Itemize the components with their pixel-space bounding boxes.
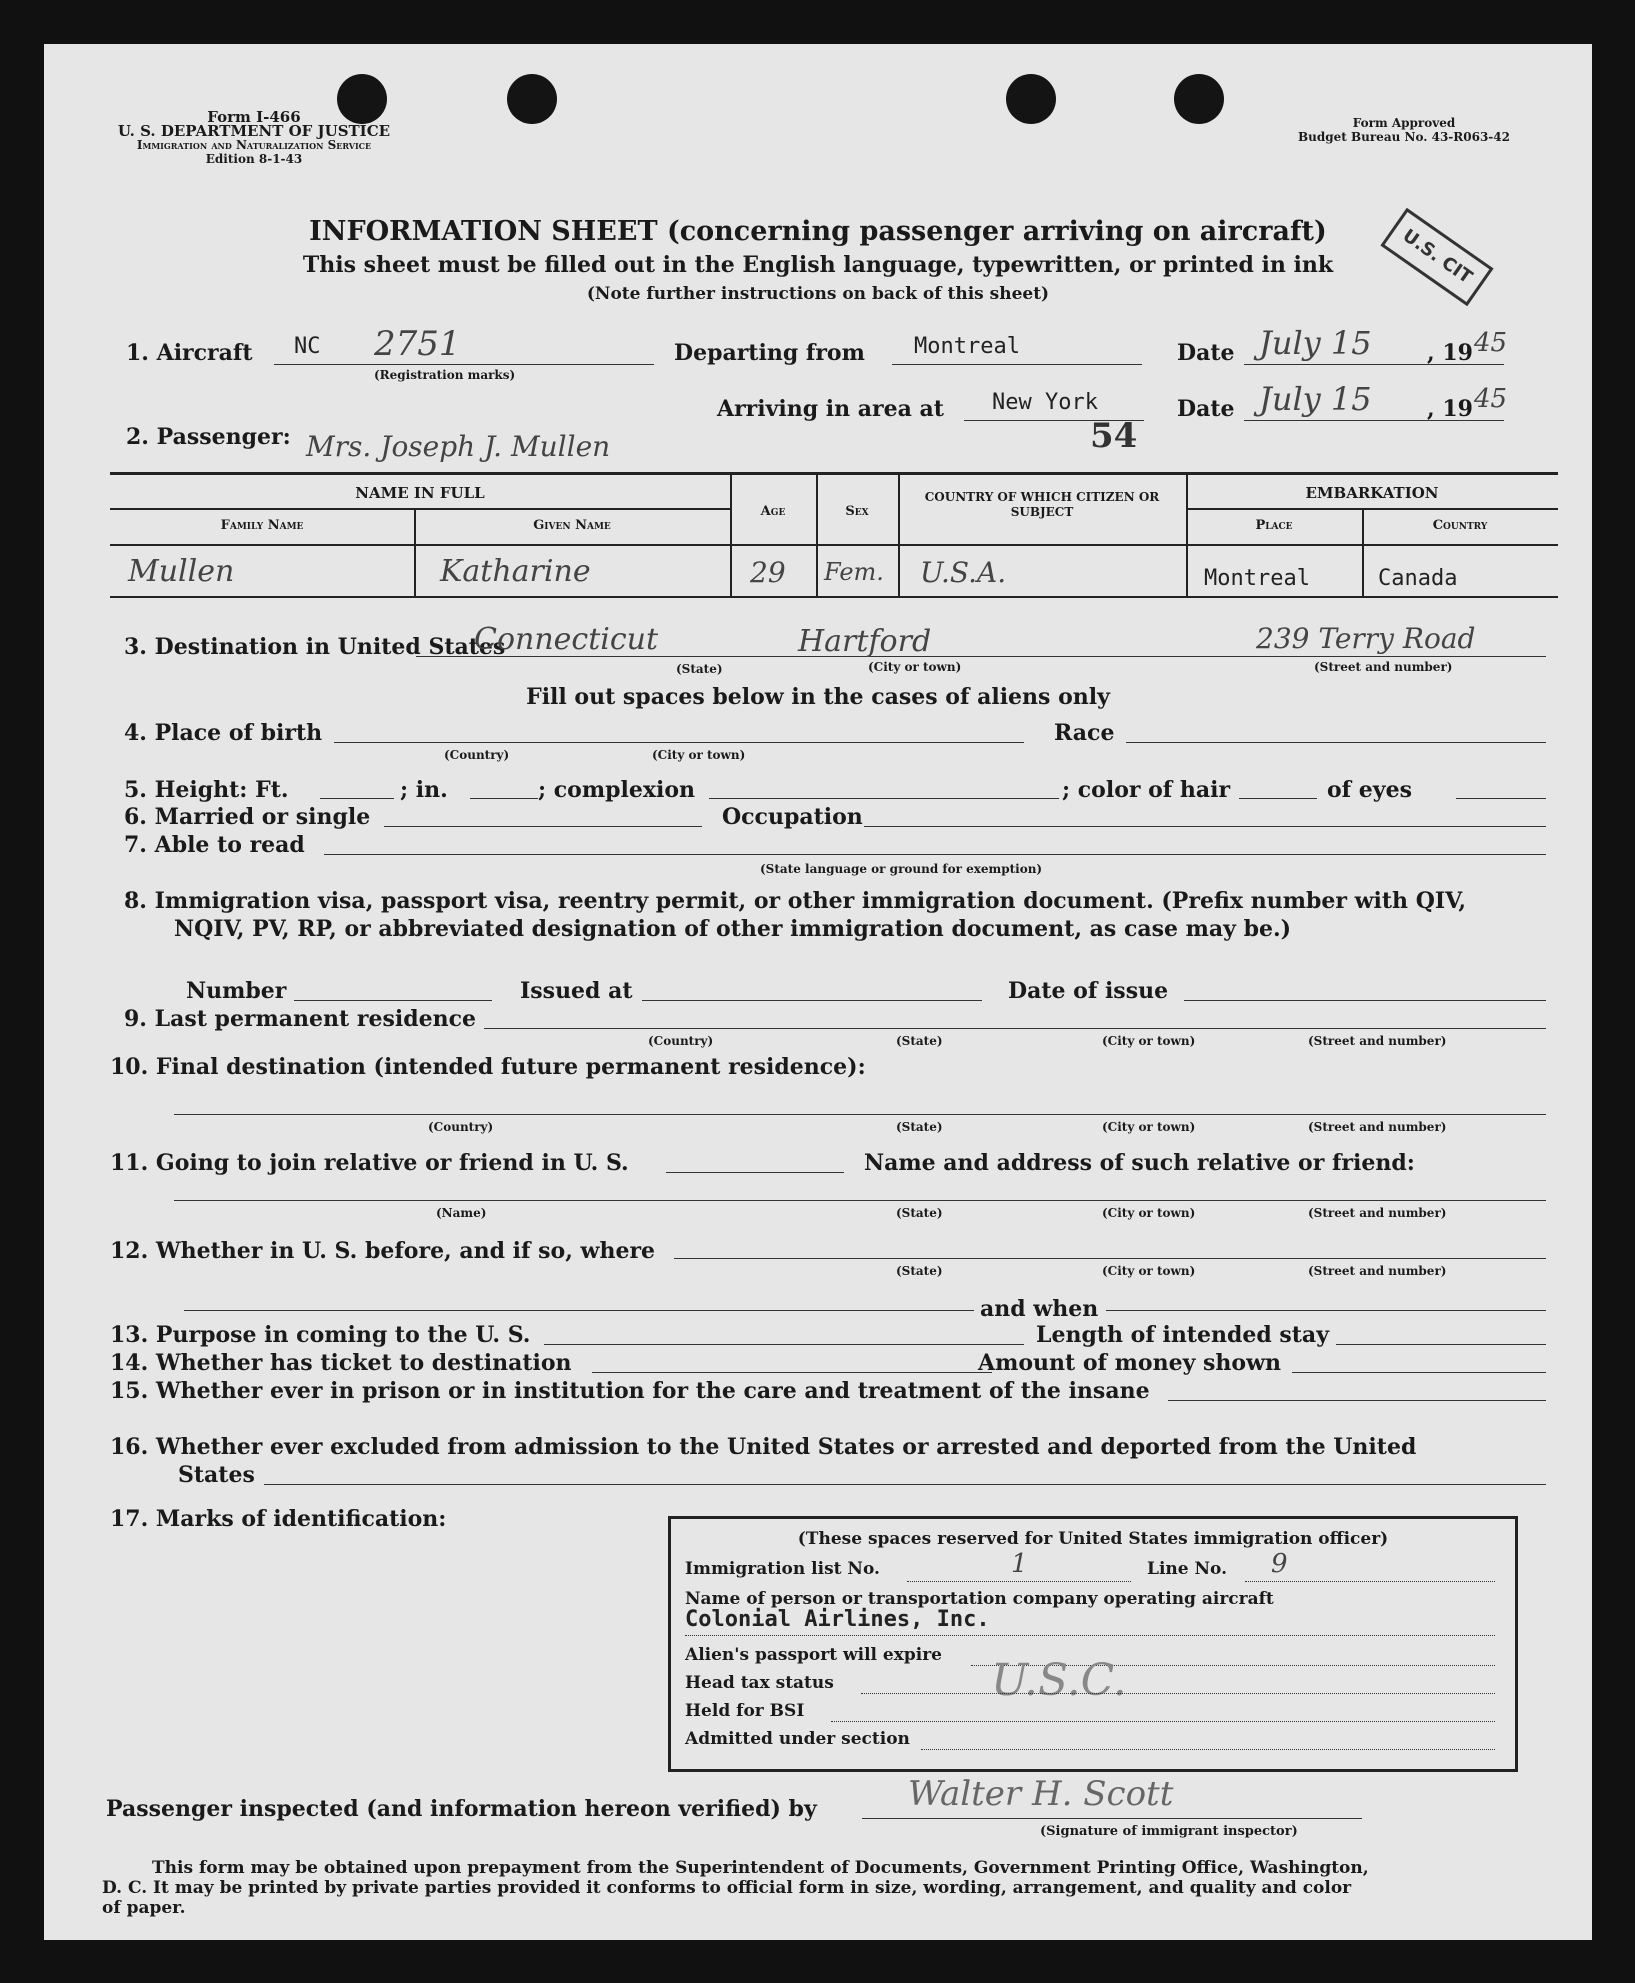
purpose-label: 13. Purpose in coming to the U. S. <box>110 1322 531 1348</box>
page-title: INFORMATION SHEET (concerning passenger arriving on aircraft) <box>309 216 1327 247</box>
read-caption: (State language or ground for exemption) <box>760 862 1043 876</box>
instructions-note: (Note further instructions on back of this sheet) <box>586 284 1050 304</box>
money-label: Amount of money shown <box>978 1350 1282 1376</box>
embarkation-header: EMBARKATION <box>1305 484 1439 502</box>
visa-number-line <box>294 1000 492 1001</box>
hair-label: ; color of hair <box>1062 777 1231 803</box>
destination-label: 3. Destination in United States <box>124 634 506 660</box>
before-street-caption: (Street and number) <box>1308 1264 1447 1278</box>
date-issue-label: Date of issue <box>1008 978 1169 1004</box>
before-label: 12. Whether in U. S. before, and if so, where <box>110 1238 656 1264</box>
relative-address-label: Name and address of such relative or friend: <box>864 1150 1415 1176</box>
res-country-caption: (Country) <box>648 1034 714 1048</box>
birthplace-line <box>334 742 1024 743</box>
eyes-line <box>1456 798 1546 799</box>
citizen-stamp: U.S. CIT <box>1380 208 1493 306</box>
table-bottom-rule <box>110 596 1558 598</box>
height-label: 5. Height: Ft. <box>124 777 289 803</box>
issued-at-label: Issued at <box>520 978 633 1004</box>
complexion-line <box>709 798 1059 799</box>
race-label: Race <box>1054 720 1115 746</box>
join-label: 11. Going to join relative or friend in U. S. <box>110 1150 629 1176</box>
form-number: Form I-466 <box>207 108 301 126</box>
admitted-line <box>921 1749 1495 1750</box>
departing-line <box>892 364 1142 365</box>
excluded-label-line2: States <box>178 1462 255 1488</box>
visa-label-line1: 8. Immigration visa, passport visa, reentry permit, or other immigration document. (Prefix number with QIV, <box>124 888 1467 914</box>
marks-label: 17. Marks of identification: <box>110 1506 447 1532</box>
before-city-caption: (City or town) <box>1102 1264 1196 1278</box>
stay-label: Length of intended stay <box>1036 1322 1329 1348</box>
destination-street-value: 239 Terry Road <box>1256 622 1476 655</box>
list-label: Immigration list No. <box>685 1559 880 1579</box>
date-issue-line <box>1184 1000 1546 1001</box>
place-header: Place <box>1255 518 1293 533</box>
form-header-right <box>1264 116 1544 144</box>
edition: Edition 8-1-43 <box>205 152 303 166</box>
inspector-signature: Walter H. Scott <box>908 1774 1174 1814</box>
sex-value: Fem. <box>824 558 884 586</box>
line-no-line <box>1245 1581 1495 1582</box>
read-label: 7. Able to read <box>124 832 305 858</box>
departing-value: Montreal <box>914 334 1020 359</box>
inches-line <box>470 798 538 799</box>
relative-line <box>174 1200 1546 1201</box>
given-name-value: Katharine <box>440 554 591 589</box>
arrival-year-prefix: , 19 <box>1427 396 1473 422</box>
bsi-label: Held for BSI <box>685 1701 805 1721</box>
sex-header: Sex <box>845 504 869 519</box>
officer-box <box>668 1516 1518 1772</box>
bsi-line <box>831 1721 1495 1722</box>
fd-street-caption: (Street and number) <box>1308 1120 1447 1134</box>
residence-line <box>484 1028 1546 1029</box>
marital-label: 6. Married or single <box>124 804 371 830</box>
arriving-value: New York <box>992 390 1098 415</box>
given-name-header: Given Name <box>533 518 611 533</box>
ticket-line <box>592 1372 992 1373</box>
emb-country-value: Canada <box>1378 566 1458 591</box>
company-label: Name of person or transportation company operating aircraft <box>685 1589 1274 1609</box>
issued-at-line <box>642 1000 982 1001</box>
passenger-value: Mrs. Joseph J. Mullen <box>306 430 611 463</box>
signature-caption: (Signature of immigrant inspector) <box>1040 1824 1298 1839</box>
list-value: 1 <box>1011 1549 1028 1579</box>
read-line <box>324 854 1546 855</box>
excluded-line <box>264 1484 1546 1485</box>
departure-date-value: July 15 <box>1259 324 1372 362</box>
citizen-value: U.S.A. <box>920 556 1007 589</box>
table-top-rule <box>110 472 1558 475</box>
company-line <box>685 1635 1495 1636</box>
arriving-label: Arriving in area at <box>717 396 944 422</box>
footer-line1: This form may be obtained upon prepayment from the Superintendent of Documents, Government Printing Office, Washington, <box>152 1858 1369 1878</box>
department: U. S. DEPARTMENT OF JUSTICE <box>117 122 391 140</box>
birth-country-caption: (Country) <box>444 748 510 762</box>
page-subtitle: This sheet must be filled out in the English language, typewritten, or printed in ink <box>302 252 1334 278</box>
family-name-value: Mullen <box>128 554 235 589</box>
state-caption: (State) <box>676 662 723 676</box>
res-state-caption: (State) <box>896 1034 943 1048</box>
rel-city-caption: (City or town) <box>1102 1206 1196 1220</box>
stay-line <box>1336 1344 1546 1345</box>
destination-city-value: Hartford <box>798 624 932 659</box>
registration-value: 2751 <box>374 324 461 364</box>
arrival-date-value: July 15 <box>1259 380 1372 418</box>
city-caption: (City or town) <box>868 660 962 674</box>
company-value: Colonial Airlines, Inc. <box>685 1607 990 1632</box>
inches-label: ; in. <box>400 777 448 803</box>
final-destination-label: 10. Final destination (intended future permanent residence): <box>110 1054 866 1080</box>
and-when-label: and when <box>980 1296 1099 1322</box>
headtax-value: U.S.C. <box>991 1655 1127 1706</box>
emb-place-value: Montreal <box>1204 566 1310 591</box>
prison-label: 15. Whether ever in prison or in institution for the care and treatment of the insane <box>110 1378 1150 1404</box>
res-city-caption: (City or town) <box>1102 1034 1196 1048</box>
money-line <box>1292 1372 1546 1373</box>
visa-label-line2: NQIV, PV, RP, or abbreviated designation of other immigration document, as case may be.) <box>174 916 1292 942</box>
form-approved: Form Approved <box>1352 116 1456 130</box>
purpose-line <box>544 1344 1024 1345</box>
hair-line <box>1239 798 1317 799</box>
officer-box-title: (These spaces reserved for United States immigration officer) <box>797 1529 1389 1549</box>
age-value: 29 <box>750 556 786 589</box>
rel-name-caption: (Name) <box>436 1206 487 1220</box>
marital-line <box>384 826 702 827</box>
arrival-year: 45 <box>1474 384 1508 414</box>
when-line <box>1106 1310 1546 1311</box>
occupation-line <box>864 826 1546 827</box>
passport-label: Alien's passport will expire <box>685 1645 942 1665</box>
fd-country-caption: (Country) <box>428 1120 494 1134</box>
footer-line2: D. C. It may be printed by private parties provided it conforms to official form in size, wording, arrangement, and quality and color <box>102 1878 1352 1898</box>
footer-line3: of paper. <box>102 1898 186 1918</box>
join-line <box>666 1172 844 1173</box>
punch-hole <box>1006 74 1056 124</box>
birthplace-label: 4. Place of birth <box>124 720 323 746</box>
form-sheet <box>44 44 1592 1940</box>
race-line <box>1126 742 1546 743</box>
form-header-left <box>104 110 404 166</box>
service: Immigration and Naturalization Service <box>136 138 372 152</box>
date-label: Date <box>1177 340 1235 366</box>
budget-bureau: Budget Bureau No. 43-R063-42 <box>1297 130 1510 144</box>
aliens-only-header: Fill out spaces below in the cases of aliens only <box>526 684 1110 710</box>
aircraft-label: 1. Aircraft <box>126 340 253 366</box>
passenger-mark: 54 <box>1090 416 1138 456</box>
departure-year: 45 <box>1474 328 1508 358</box>
prison-line <box>1168 1400 1546 1401</box>
before-line <box>674 1258 1546 1259</box>
departing-label: Departing from <box>674 340 865 366</box>
table-name-rule <box>110 508 730 510</box>
signature-line <box>862 1818 1362 1819</box>
emb-country-header: Country <box>1432 518 1488 533</box>
table-col-divider <box>730 472 732 596</box>
complexion-label: ; complexion <box>538 777 696 803</box>
punch-hole <box>507 74 557 124</box>
family-name-header: Family Name <box>220 518 304 533</box>
arrival-date-line <box>1244 420 1504 421</box>
fd-city-caption: (City or town) <box>1102 1120 1196 1134</box>
passenger-label: 2. Passenger: <box>126 424 291 450</box>
rel-state-caption: (State) <box>896 1206 943 1220</box>
age-header: Age <box>760 504 786 519</box>
before-state-caption: (State) <box>896 1264 943 1278</box>
fd-state-caption: (State) <box>896 1120 943 1134</box>
admitted-label: Admitted under section <box>685 1729 910 1749</box>
line-no-label: Line No. <box>1147 1559 1228 1579</box>
ticket-label: 14. Whether has ticket to destination <box>110 1350 572 1376</box>
table-header-rule <box>110 544 1558 546</box>
date-line <box>1244 364 1504 365</box>
list-line <box>907 1581 1131 1582</box>
table-col-divider <box>898 472 900 596</box>
table-col-divider <box>816 472 818 596</box>
final-destination-line <box>174 1114 1546 1115</box>
registration-caption: (Registration marks) <box>374 368 516 382</box>
year-prefix: , 19 <box>1427 340 1473 366</box>
destination-state-value: Connecticut <box>474 622 659 657</box>
feet-line <box>320 798 394 799</box>
rel-street-caption: (Street and number) <box>1308 1206 1447 1220</box>
arrival-date-label: Date <box>1177 396 1235 422</box>
eyes-label: of eyes <box>1327 777 1412 803</box>
before-line2 <box>184 1310 974 1311</box>
punch-hole <box>1174 74 1224 124</box>
visa-number-label: Number <box>186 978 287 1004</box>
aircraft-prefix: NC <box>294 334 321 359</box>
headtax-label: Head tax status <box>685 1673 834 1693</box>
birth-city-caption: (City or town) <box>652 748 746 762</box>
residence-label: 9. Last permanent residence <box>124 1006 476 1032</box>
inspected-label: Passenger inspected (and information hereon verified) by <box>106 1796 817 1822</box>
res-street-caption: (Street and number) <box>1308 1034 1447 1048</box>
excluded-label-line1: 16. Whether ever excluded from admission to the United States or arrested and deported from the United <box>110 1434 1417 1460</box>
street-caption: (Street and number) <box>1314 660 1453 674</box>
line-no-value: 9 <box>1271 1549 1288 1579</box>
name-in-full-header: NAME IN FULL <box>355 484 485 502</box>
registration-line <box>274 364 654 365</box>
headtax-line <box>861 1693 1495 1694</box>
occupation-label: Occupation <box>722 804 863 830</box>
table-emb-rule <box>1186 508 1558 510</box>
citizen-country-header: COUNTRY OF WHICH CITIZEN OR SUBJECT <box>924 490 1160 519</box>
